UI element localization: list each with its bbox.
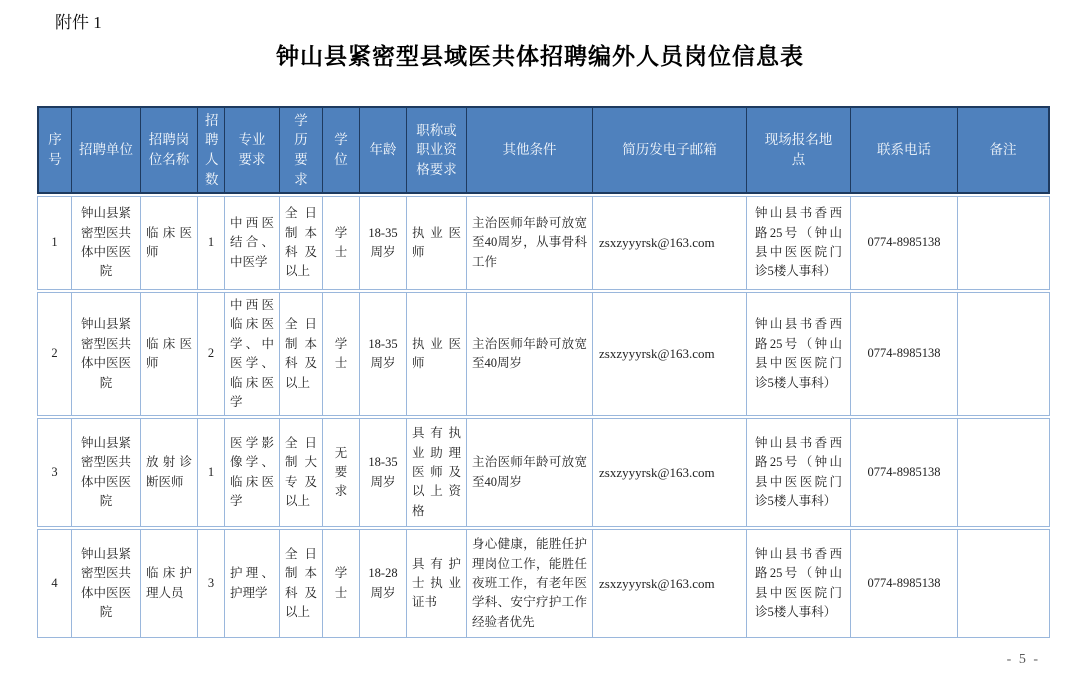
table-header-row (37, 106, 1050, 194)
cell-age: 18-28周岁 (360, 529, 407, 638)
cell-degree: 无要求 (323, 418, 360, 527)
cell-phone: 0774-8985138 (851, 292, 958, 416)
cell-resume-email: zsxzyyyrsk@163.com (593, 529, 747, 638)
cell-registration-location: 钟山县书香西路25号（钟山县中医医院门诊5楼人事科） (747, 196, 851, 290)
cell-unit: 钟山县紧密型医共体中医医院 (72, 292, 141, 416)
cell-registration-location: 钟山县书香西路25号（钟山县中医医院门诊5楼人事科） (747, 529, 851, 638)
cell-position: 临床护理人员 (141, 529, 198, 638)
cell-other-conditions: 身心健康，能胜任护理岗位工作，能胜任夜班工作，有老年医学科、安宁疗护工作经验者优先 (467, 529, 593, 638)
cell-notes (958, 529, 1050, 638)
column-header-unit: 招聘单位 (72, 106, 141, 194)
cell-resume-email: zsxzyyyrsk@163.com (593, 292, 747, 416)
column-header-phone: 联系电话 (851, 106, 958, 194)
cell-serial: 3 (37, 418, 72, 527)
cell-major: 护理、护理学 (225, 529, 280, 638)
column-header-degree: 学位 (323, 106, 360, 194)
page-number: - 5 - (1006, 652, 1040, 667)
cell-major: 中西医结合、中医学 (225, 196, 280, 290)
cell-count: 1 (198, 196, 225, 290)
cell-age: 18-35周岁 (360, 292, 407, 416)
cell-count: 3 (198, 529, 225, 638)
cell-count: 2 (198, 292, 225, 416)
cell-major: 医学影像学、临床医学 (225, 418, 280, 527)
cell-resume-email: zsxzyyyrsk@163.com (593, 196, 747, 290)
cell-age: 18-35周岁 (360, 418, 407, 527)
column-header-registration-location: 现场报名地点 (747, 106, 851, 194)
cell-age: 18-35周岁 (360, 196, 407, 290)
cell-degree: 学士 (323, 196, 360, 290)
column-header-resume-email: 简历发电子邮箱 (593, 106, 747, 194)
cell-qualification: 具有护士执业证书 (407, 529, 467, 638)
cell-unit: 钟山县紧密型医共体中医医院 (72, 196, 141, 290)
cell-unit: 钟山县紧密型医共体中医医院 (72, 418, 141, 527)
cell-registration-location: 钟山县书香西路25号（钟山县中医医院门诊5楼人事科） (747, 418, 851, 527)
column-header-qualification: 职称或职业资格要求 (407, 106, 467, 194)
cell-serial: 2 (37, 292, 72, 416)
cell-other-conditions: 主治医师年龄可放宽至40周岁，从事骨科工作 (467, 196, 593, 290)
cell-qualification: 执业医师 (407, 196, 467, 290)
cell-education: 全日制本科及以上 (280, 292, 323, 416)
cell-phone: 0774-8985138 (851, 418, 958, 527)
column-header-serial: 序号 (37, 106, 72, 194)
table-row (37, 292, 1050, 416)
cell-phone: 0774-8985138 (851, 196, 958, 290)
page-title: 钟山县紧密型县域医共体招聘编外人员岗位信息表 (276, 44, 804, 69)
cell-education: 全日制大专及以上 (280, 418, 323, 527)
cell-education: 全日制本科及以上 (280, 196, 323, 290)
cell-position: 临床医师 (141, 196, 198, 290)
table-row (37, 196, 1050, 290)
cell-degree: 学士 (323, 529, 360, 638)
attachment-label: 附件 1 (55, 13, 102, 32)
cell-position: 放射诊断医师 (141, 418, 198, 527)
column-header-count: 招聘人数 (198, 106, 225, 194)
column-header-major: 专业要求 (225, 106, 280, 194)
cell-registration-location: 钟山县书香西路25号（钟山县中医医院门诊5楼人事科） (747, 292, 851, 416)
column-header-age: 年龄 (360, 106, 407, 194)
cell-count: 1 (198, 418, 225, 527)
table-row (37, 529, 1050, 638)
cell-unit: 钟山县紧密型医共体中医医院 (72, 529, 141, 638)
cell-other-conditions: 主治医师年龄可放宽至40周岁 (467, 292, 593, 416)
cell-education: 全日制本科及以上 (280, 529, 323, 638)
cell-qualification: 执业医师 (407, 292, 467, 416)
column-header-other-conditions: 其他条件 (467, 106, 593, 194)
column-header-education: 学历要求 (280, 106, 323, 194)
job-info-table (37, 104, 1050, 640)
cell-qualification: 具有执业助理医师及以上资格 (407, 418, 467, 527)
cell-resume-email: zsxzyyyrsk@163.com (593, 418, 747, 527)
column-header-notes: 备注 (958, 106, 1050, 194)
column-header-position: 招聘岗位名称 (141, 106, 198, 194)
cell-degree: 学士 (323, 292, 360, 416)
cell-notes (958, 292, 1050, 416)
cell-notes (958, 196, 1050, 290)
table-row (37, 418, 1050, 527)
cell-phone: 0774-8985138 (851, 529, 958, 638)
cell-notes (958, 418, 1050, 527)
cell-serial: 1 (37, 196, 72, 290)
cell-other-conditions: 主治医师年龄可放宽至40周岁 (467, 418, 593, 527)
cell-major: 中西医临床医学、中医学、临床医学 (225, 292, 280, 416)
cell-position: 临床医师 (141, 292, 198, 416)
cell-serial: 4 (37, 529, 72, 638)
